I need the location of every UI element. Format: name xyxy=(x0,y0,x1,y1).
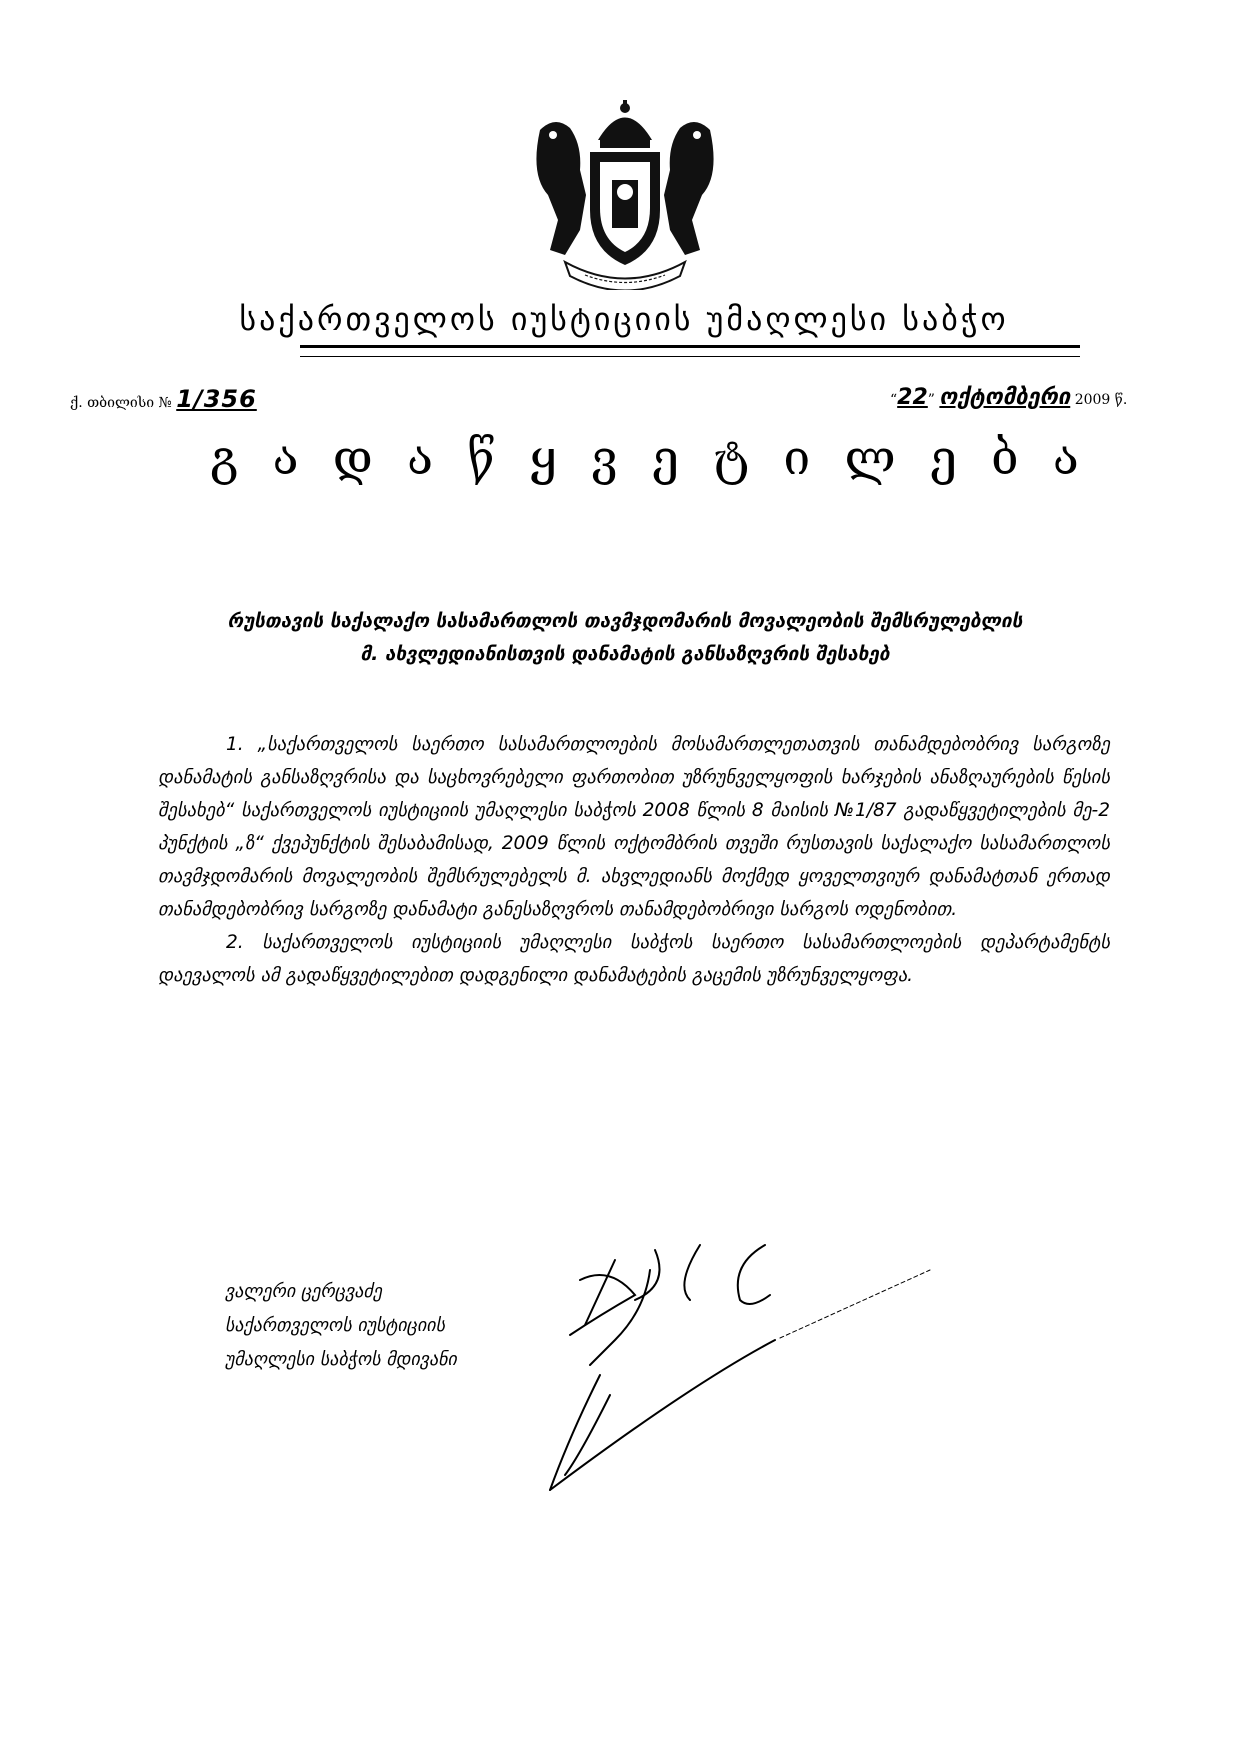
heading-letter: ვ xyxy=(591,430,619,486)
date-day: 22 xyxy=(897,385,928,410)
heading-letter: ი xyxy=(783,430,812,486)
heading-letter: ე xyxy=(652,430,680,486)
date-month: ოქტომბერი xyxy=(939,385,1071,410)
document-number xyxy=(70,385,257,413)
signer-name: ვალერი ცერცვაძე xyxy=(225,1281,382,1302)
handwritten-signature xyxy=(540,1225,940,1505)
signer-block xyxy=(225,1275,545,1377)
document-subject xyxy=(130,605,1120,671)
document-body xyxy=(158,728,1110,992)
signer-title-line-2: უმაღლესი საბჭოს მდივანი xyxy=(225,1349,457,1370)
heading-letter: ბ xyxy=(991,430,1020,486)
body-paragraph-1: 1. „საქართველოს საერთო სასამართლოების მოსამართლეთათვის თანამდებობრივ სარგოზე დანამატის განსაზღვრისა და საცხოვრებელი ფართობით უზრუნველყოფის ხარჯების ანაზღაურების წესის შესახებ“ საქართველოს იუსტიციის უმაღლესი საბჭოს 2008 წლის 8 მაისის №1/87 გადაწყვეტილების მე-2 პუნქტის „ზ“ ქვეპუნქტის შესაბამისად, 2009 წლის ოქტომბრის თვეში რუსთავის საქალაქო სასამართლოს თავმჯდომარის მოვალეობის შემსრულებელს მ. ახვლედიანს მოქმედ ყოველთვიურ დანამატთან ერთად თანამდებობრივ სარგოზე დანამატი განესაზღვროს თანამდებობრივი სარგოს ოდენობით. xyxy=(158,734,1110,920)
letterhead-rule xyxy=(300,345,1080,357)
heading-letter: ლ xyxy=(844,430,897,486)
heading-letter: გ xyxy=(210,430,240,486)
number-label: ქ. თბილისი № xyxy=(70,395,172,411)
signer-title-line-1: საქართველოს იუსტიციის xyxy=(225,1315,445,1336)
date-year: 2009 წ. xyxy=(1074,392,1128,408)
subject-line-1: რუსთავის საქალაქო სასამართლოს თავმჯდომარის მოვალეობის შემსრულებლის xyxy=(227,610,1023,632)
heading-letter: ა xyxy=(407,430,435,486)
coat-of-arms-emblem xyxy=(520,100,730,290)
document-type-heading xyxy=(210,430,1080,486)
heading-letter: ა xyxy=(1052,430,1080,486)
document-date: “22” ოქტომბერი 2009 წ. xyxy=(890,385,1128,410)
heading-letter: ტ xyxy=(713,430,751,486)
body-paragraph-2: 2. საქართველოს იუსტიციის უმაღლესი საბჭოს საერთო სასამართლოების დეპარტამენტს დაევალოს ამ გადაწყვეტილებით დადგენილი დანამატების გაცემის უზრუნველყოფა. xyxy=(158,932,1110,986)
number-value: 1/356 xyxy=(176,385,257,413)
heading-letter: ე xyxy=(929,430,958,486)
heading-letter: ყ xyxy=(529,430,558,486)
heading-letter: დ xyxy=(332,430,374,486)
heading-letter: ა xyxy=(272,430,300,486)
subject-line-2: მ. ახვლედიანისთვის დანამატის განსაზღვრის შესახებ xyxy=(360,643,890,665)
council-title: საქართველოს იუსტიციის უმაღლესი საბჭო xyxy=(239,300,1009,338)
heading-letter: წ xyxy=(467,430,497,486)
